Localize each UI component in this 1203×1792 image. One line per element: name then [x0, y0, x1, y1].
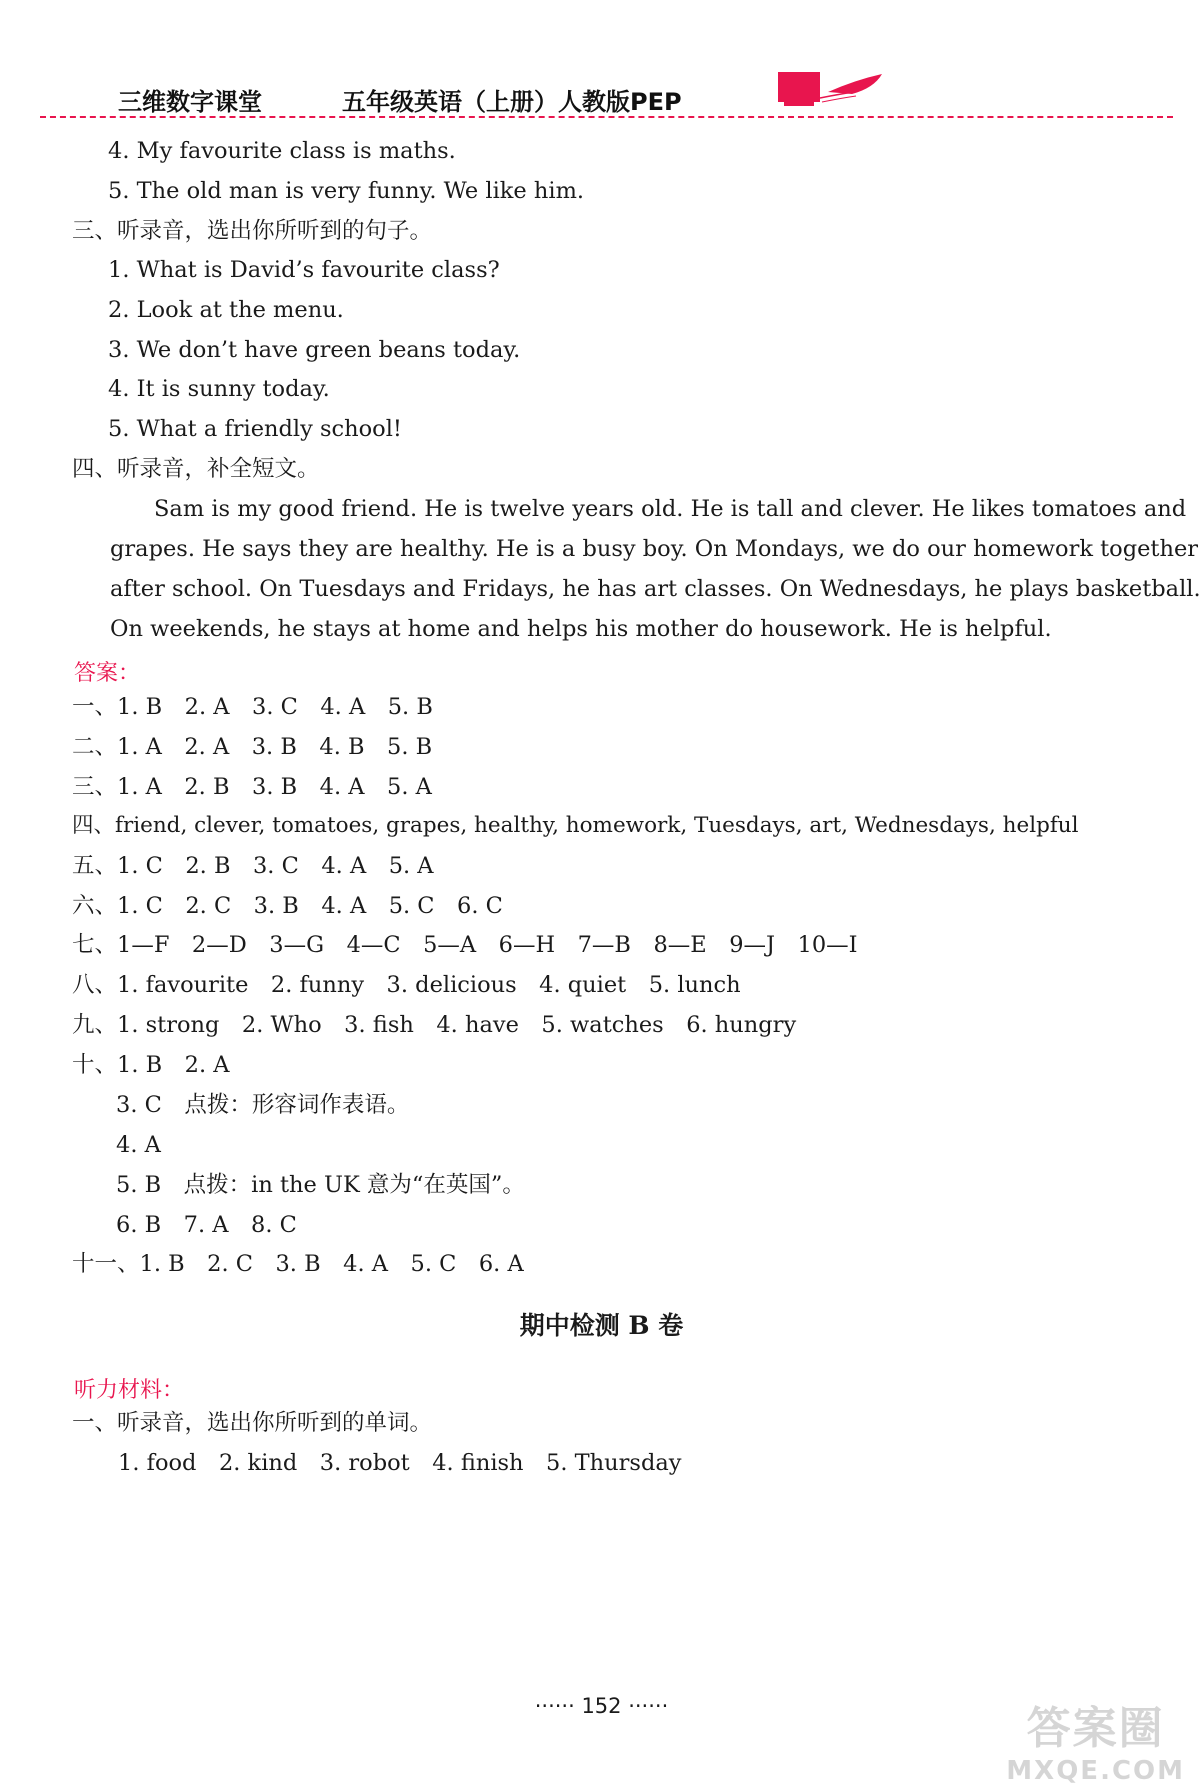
watermark-top: 答案圈 [1026, 1703, 1165, 1754]
listening-label: 听力材料： [74, 1378, 185, 1403]
s3-item-3: 3. We don’t have green beans today. [108, 337, 521, 363]
watermark-logo [1006, 1692, 1185, 1786]
sentence-5: 5. The old man is very funny. We like him. [108, 178, 585, 204]
answer-line: 八、1. favourite 2. funny 3. delicious 4. quiet 5. lunch [72, 972, 741, 998]
book-title: 五年级英语（上册）人教版PEP [342, 88, 682, 116]
answer-line: 6. B 7. A 8. C [116, 1212, 297, 1238]
watermark-bottom: MXQE.COM [1006, 1756, 1185, 1786]
sentence-4: 4. My favourite class is maths. [108, 138, 456, 164]
answers-label: 答案： [74, 661, 141, 686]
answer-line: 十、1. B 2. A [72, 1052, 230, 1078]
s3-item-4: 4. It is sunny today. [108, 376, 330, 402]
section-4-title: 四、听录音，补全短文。 [72, 456, 320, 482]
midterm-q1-title: 一、听录音，选出你所听到的单词。 [72, 1410, 433, 1436]
answer-line: 三、1. A 2. B 3. B 4. A 5. A [72, 774, 432, 800]
series-title: 三维数字课堂 [118, 88, 262, 116]
answer-line: 一、1. B 2. A 3. C 4. A 5. B [72, 694, 433, 720]
passage-line: after school. On Tuesdays and Fridays, he has art classes. On Wednesdays, he plays basketball. [110, 576, 1201, 602]
answer-line: 七、1—F 2—D 3—G 4—C 5—A 6—H 7—B 8—E 9—J 10—I [72, 932, 858, 958]
page-number: ······ 152 ······ [534, 1694, 669, 1718]
section-3-title: 三、听录音，选出你所听到的句子。 [72, 218, 433, 244]
answer-line: 十一、1. B 2. C 3. B 4. A 5. C 6. A [72, 1251, 524, 1277]
answer-line: 二、1. A 2. A 3. B 4. B 5. B [72, 734, 433, 760]
answer-line: 3. C 点拨：形容词作表语。 [116, 1092, 410, 1118]
midterm-q1-items: 1. food 2. kind 3. robot 4. finish 5. Thursday [118, 1450, 682, 1476]
passage-line: grapes. He says they are healthy. He is a busy boy. On Mondays, we do our homework together [110, 536, 1199, 562]
header-divider [40, 116, 1173, 118]
answer-line: 四、friend, clever, tomatoes, grapes, healthy, homework, Tuesdays, art, Wednesdays, helpful [72, 813, 1079, 838]
answer-line: 4. A [116, 1132, 161, 1158]
answer-line: 九、1. strong 2. Who 3. fish 4. have 5. watches 6. hungry [72, 1012, 797, 1038]
page-header [0, 0, 1203, 130]
s3-item-2: 2. Look at the menu. [108, 297, 344, 323]
s3-item-5: 5. What a friendly school! [108, 416, 402, 442]
answer-line: 六、1. C 2. C 3. B 4. A 5. C 6. C [72, 893, 503, 919]
passage-line: On weekends, he stays at home and helps his mother do housework. He is helpful. [110, 616, 1052, 642]
midterm-title: 期中检测 B 卷 [519, 1311, 684, 1340]
s3-item-1: 1. What is David’s favourite class? [108, 257, 500, 283]
answer-line: 五、1. C 2. B 3. C 4. A 5. A [72, 853, 434, 879]
passage-line: Sam is my good friend. He is twelve years old. He is tall and clever. He likes tomatoes and [154, 496, 1187, 522]
rocket-logo-icon [770, 72, 890, 120]
answer-line: 5. B 点拨：in the UK 意为“在英国”。 [116, 1172, 525, 1198]
